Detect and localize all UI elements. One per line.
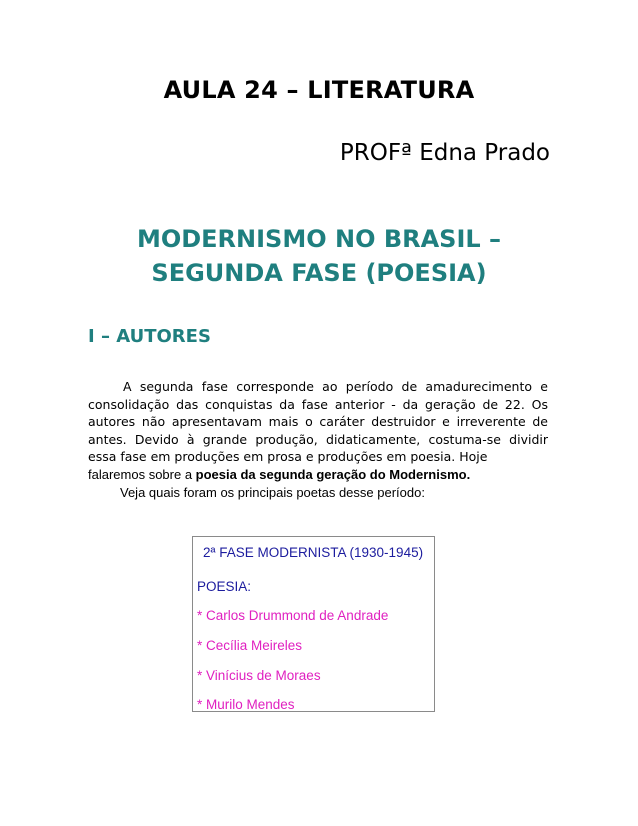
author-line: PROFª Edna Prado	[339, 140, 550, 166]
section-heading: I – AUTORES	[88, 326, 211, 347]
paragraph-tail-prefix: falaremos sobre a	[88, 466, 196, 482]
main-heading-line-1: MODERNISMO NO BRASIL –	[136, 225, 502, 253]
poet-item: * Murilo Mendes	[197, 697, 295, 712]
main-heading	[0, 222, 638, 290]
page-title: AULA 24 – LITERATURA	[163, 76, 475, 104]
main-heading-line-2: SEGUNDA FASE (POESIA)	[151, 259, 487, 287]
paragraph-main: A segunda fase corresponde ao período de amadurecimento e consolidação das conquistas da fase anterior - da geração de 22. Os autores não apresentavam mais o caráter destruidor e irreverente de antes. Devido à grande produção, didaticamente, costuma-se dividir essa fase em produções em prosa e produções em poesia. Hoje	[88, 379, 548, 465]
body-paragraph	[88, 378, 548, 501]
box-header: 2ª FASE MODERNISTA (1930-1945)	[203, 545, 424, 560]
paragraph-tail	[88, 466, 548, 484]
poet-item: * Cecília Meireles	[197, 638, 303, 653]
box-subheader: POESIA:	[197, 579, 252, 594]
poet-item: * Carlos Drummond de Andrade	[197, 608, 389, 623]
paragraph-last-line: Veja quais foram os principais poetas desse período:	[120, 484, 425, 500]
paragraph-tail-bold: poesia da segunda geração do Modernismo.	[195, 466, 471, 482]
poets-box	[192, 536, 435, 712]
poet-item: * Vinícius de Moraes	[197, 668, 321, 683]
